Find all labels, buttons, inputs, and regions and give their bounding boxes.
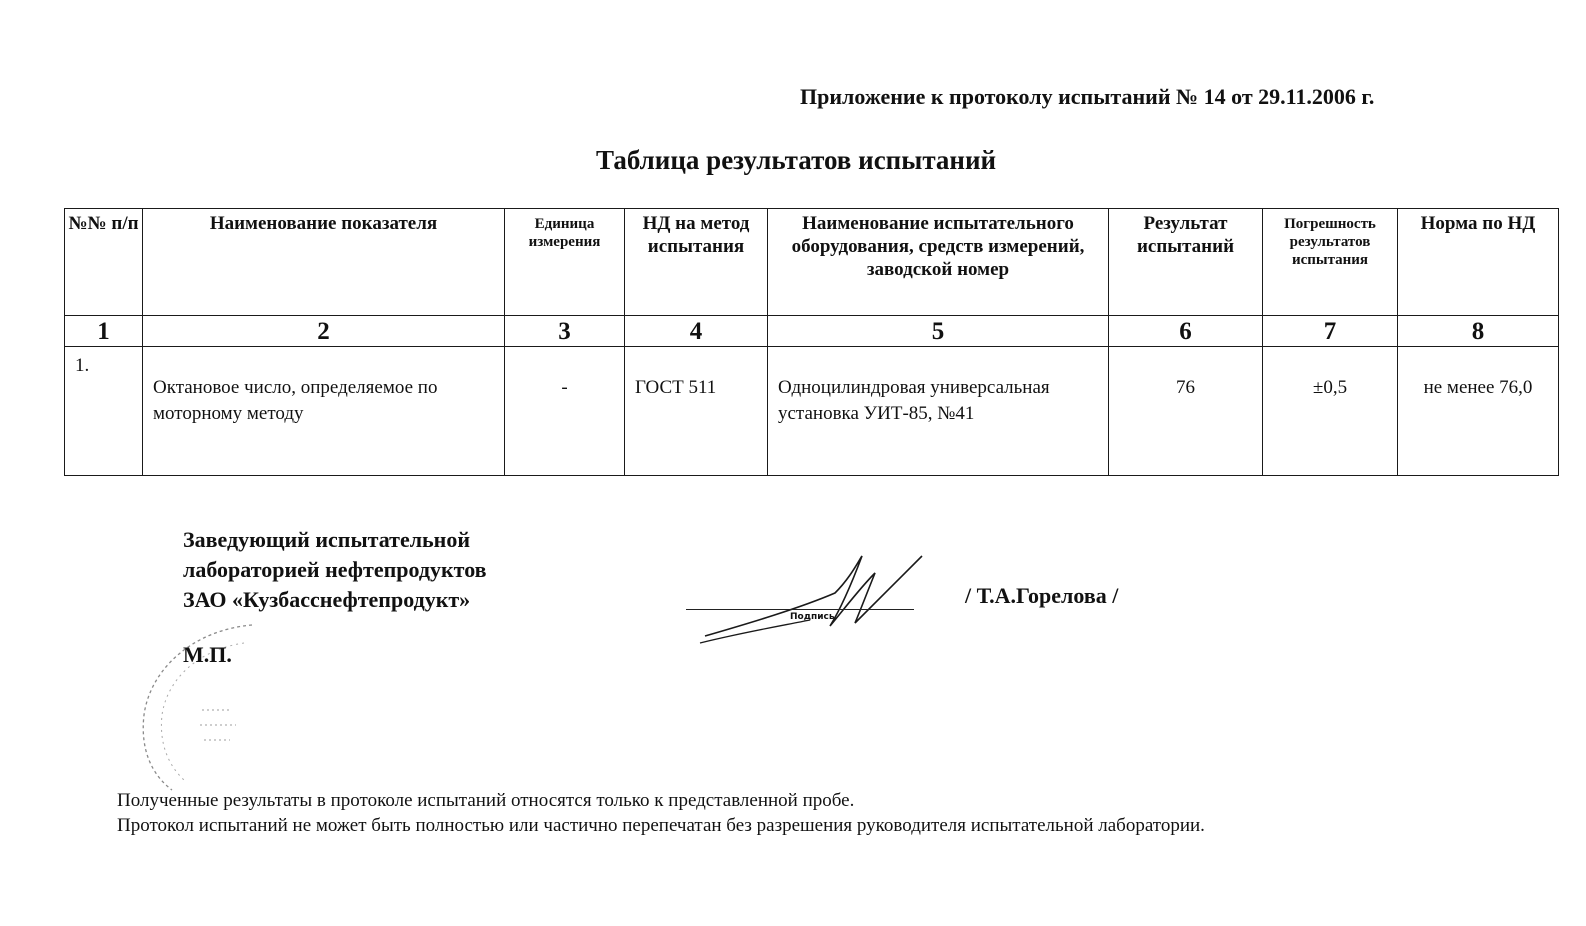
col-number-6: 6: [1109, 316, 1263, 347]
signatory-title-line-1: Заведующий испытательной: [183, 527, 471, 552]
col-header-unit: Единица измерения: [505, 209, 625, 316]
row-number: 1.: [65, 347, 143, 476]
col-number-5: 5: [768, 316, 1109, 347]
signature-caption: Подпись: [790, 612, 835, 622]
col-header-number: №№ п/п: [65, 209, 143, 316]
row-result: 76: [1109, 347, 1263, 476]
appendix-title: Приложение к протоколу испытаний № 14 от 29.11.2006 г.: [800, 84, 1375, 109]
col-header-result: Результат испытаний: [1109, 209, 1263, 316]
footer-note-1: Полученные результаты в протоколе испытаний относятся только к представленной пробе.: [117, 790, 855, 811]
col-number-1: 1: [65, 316, 143, 347]
row-method: ГОСТ 511: [625, 347, 768, 476]
row-indicator: Октановое число, определяемое по моторному методу: [143, 347, 505, 476]
col-header-method: НД на метод испытания: [625, 209, 768, 316]
signature-line: [686, 609, 914, 610]
results-table: [64, 208, 1559, 476]
signature-icon: [690, 548, 930, 648]
signatory-title-line-3: ЗАО «Кузбасснефтепродукт»: [183, 587, 471, 612]
row-equipment: Одноцилиндровая универсальная установка УИТ-85, №41: [768, 347, 1109, 476]
signatory-title: [183, 525, 487, 615]
col-number-4: 4: [625, 316, 768, 347]
col-header-error: Погрешность результатов испытания: [1263, 209, 1398, 316]
row-norm: не менее 76,0: [1398, 347, 1559, 476]
col-header-norm: Норма по НД: [1398, 209, 1559, 316]
row-error: ±0,5: [1263, 347, 1398, 476]
footer-note-2: Протокол испытаний не может быть полностью или частично перепечатан без разрешения руководителя испытательной лаборатории.: [117, 815, 1205, 836]
stamp-label: М.П.: [183, 642, 232, 667]
row-unit: -: [505, 347, 625, 476]
col-number-2: 2: [143, 316, 505, 347]
table-header-row: [65, 209, 1559, 316]
column-number-row: [65, 316, 1559, 347]
signatory-name: / Т.А.Горелова /: [965, 583, 1119, 608]
col-number-7: 7: [1263, 316, 1398, 347]
col-header-indicator: Наименование показателя: [143, 209, 505, 316]
col-header-equipment: Наименование испытательного оборудования, средств измерений, заводской номер: [768, 209, 1109, 316]
table-title: Таблица результатов испытаний: [596, 145, 997, 175]
col-number-3: 3: [505, 316, 625, 347]
signatory-title-line-2: лабораторией нефтепродуктов: [183, 557, 487, 582]
col-number-8: 8: [1398, 316, 1559, 347]
table-row: [65, 347, 1559, 476]
